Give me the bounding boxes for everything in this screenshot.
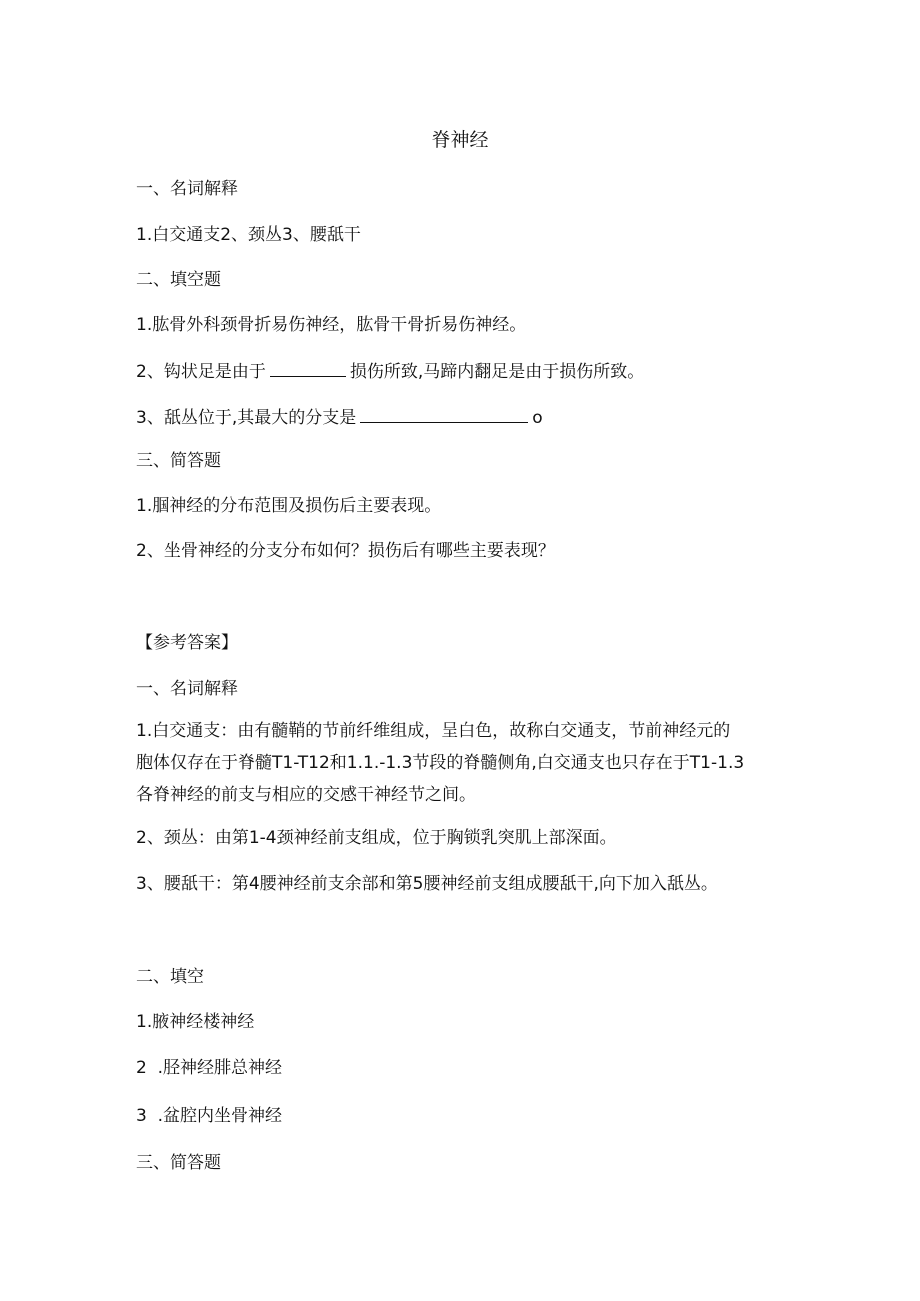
answer-section-heading-short-answer: 三、简答题 — [136, 1153, 221, 1173]
answer-1-line-3: 各脊神经的前支与相应的交感干神经节之间。 — [136, 785, 476, 805]
answer-1-line-1: 1.白交通支：由有髓鞘的节前纤维组成，呈白色，故称白交通支，节前神经元的 — [136, 721, 731, 741]
answer-key-heading: 【参考答案】 — [136, 633, 238, 653]
fill-question-3-suffix: o — [532, 408, 543, 428]
short-answer-question-2: 2、坐骨神经的分支分布如何？损伤后有哪些主要表现？ — [136, 541, 555, 561]
fill-question-1: 1.肱骨外科颈骨折易伤神经，肱骨干骨折易伤神经。 — [136, 315, 527, 335]
answer-section-heading-terms: 一、名词解释 — [136, 679, 238, 699]
section-heading-terms: 一、名词解释 — [136, 179, 238, 199]
fill-question-2 — [136, 358, 644, 384]
fill-question-2-prefix: 2、钩状足是由于 — [136, 362, 266, 382]
fill-question-3 — [136, 404, 543, 430]
short-answer-question-1: 1.腘神经的分布范围及损伤后主要表现。 — [136, 496, 442, 516]
terms-question: 1.白交通支2、颈丛3、腰舐干 — [136, 225, 361, 245]
answer-blank — [270, 358, 346, 377]
answer-1-line-2: 胞体仅存在于脊髓T1-T12和1.1.-1.3节段的脊髓侧角,白交通支也只存在于T1-1.3 — [136, 753, 745, 773]
answer-2: 2、颈丛：由第1-4颈神经前支组成，位于胸锁乳突肌上部深面。 — [136, 828, 617, 848]
fill-answer-1: 1.腋神经楼神经 — [136, 1012, 255, 1032]
fill-question-2-suffix: 损伤所致,马蹄内翻足是由于损伤所致。 — [349, 362, 645, 382]
answer-3: 3、腰舐干：第4腰神经前支余部和第5腰神经前支组成腰舐干,向下加入舐丛。 — [136, 874, 718, 894]
answer-section-heading-fill: 二、填空 — [136, 967, 204, 987]
answer-blank — [360, 404, 528, 423]
fill-answer-2: 2 .胫神经腓总神经 — [136, 1058, 283, 1078]
fill-question-3-prefix: 3、舐丛位于,其最大的分支是 — [136, 408, 357, 428]
page-title: 脊神经 — [431, 129, 489, 151]
section-heading-short-answer: 三、简答题 — [136, 451, 221, 471]
fill-answer-3: 3 .盆腔内坐骨神经 — [136, 1106, 283, 1126]
section-heading-fill: 二、填空题 — [136, 270, 221, 290]
